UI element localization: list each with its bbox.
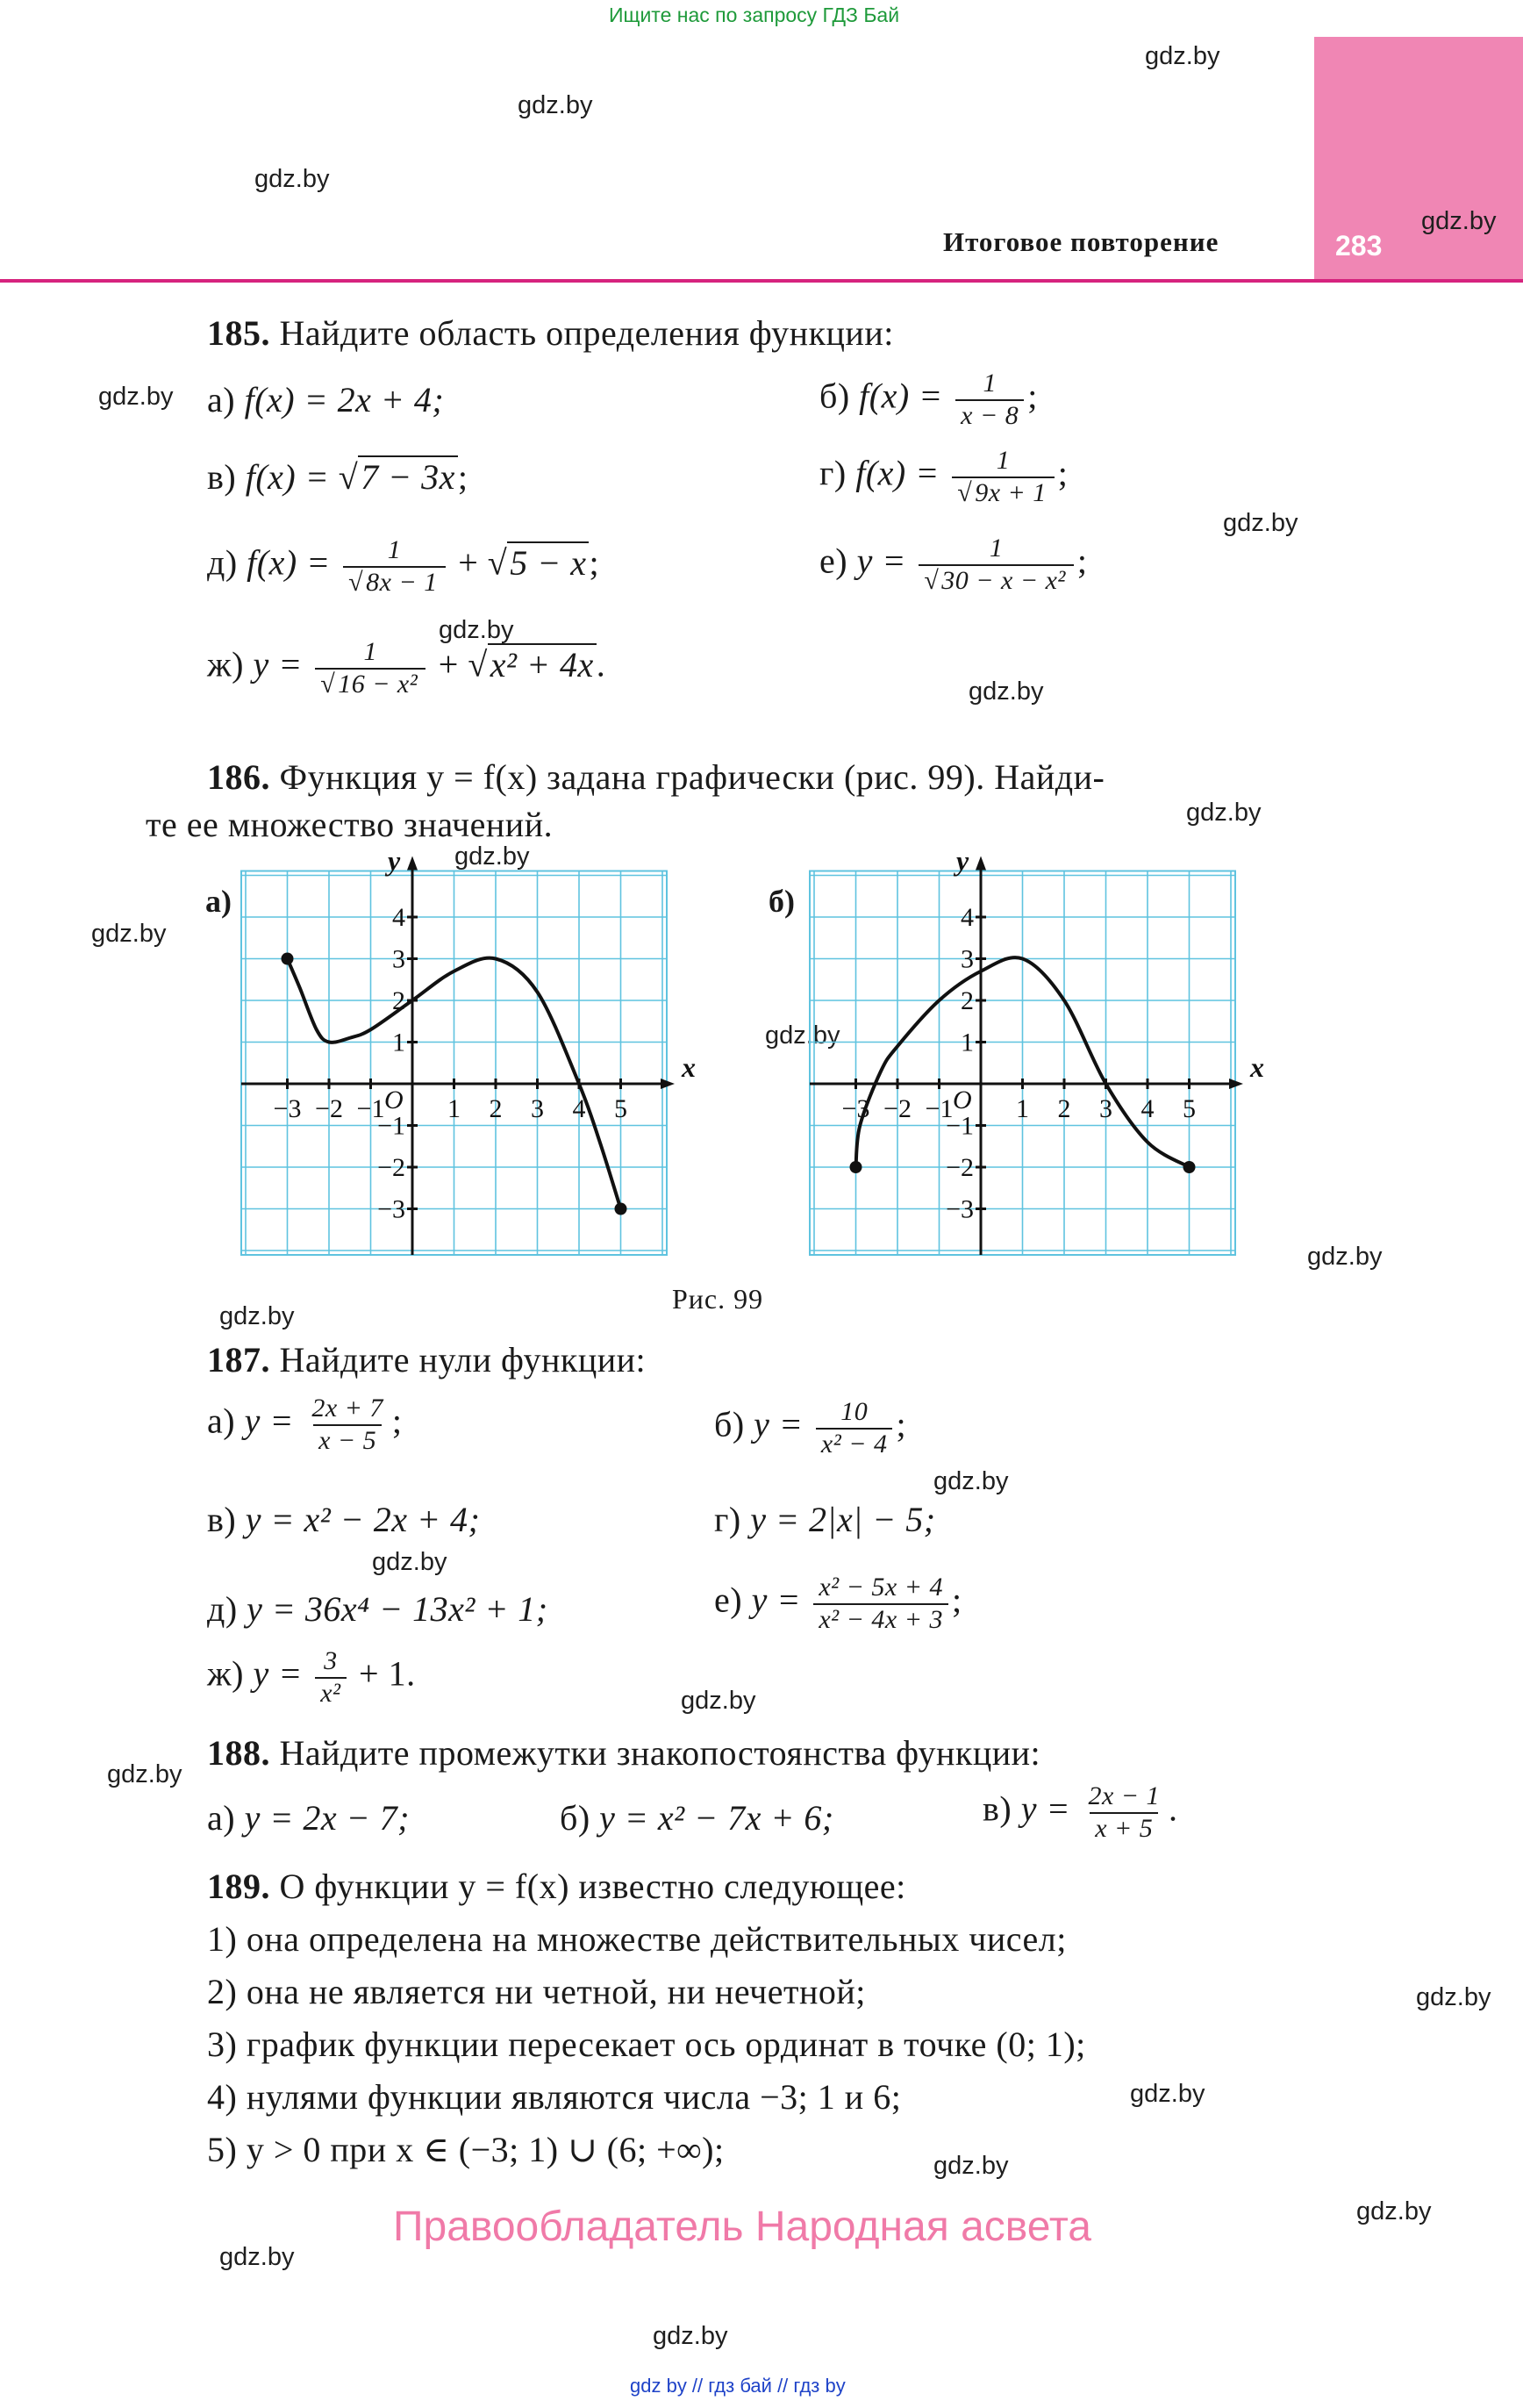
item-label: д) <box>207 542 238 583</box>
p189-item-5: 5) y > 0 при x ∈ (−3; 1) ∪ (6; +∞); <box>207 2130 725 2169</box>
watermark: gdz.by <box>933 1467 1009 1495</box>
item-label: в) <box>983 1788 1012 1829</box>
y-tick-label: 2 <box>961 986 974 1015</box>
fraction: $\frac{1}{√ 8x - 1}$ <box>343 535 446 598</box>
problem-title: Найдите область определения функции: <box>279 313 894 353</box>
watermark: gdz.by <box>219 2243 295 2271</box>
origin-label: O <box>953 1086 972 1114</box>
p189-item-4: 4) нулями функции являются числа −3; 1 и 6; <box>207 2077 902 2117</box>
p185-b: б) f(x) = $\frac{1}{x - 8}$ ; <box>819 369 1038 430</box>
fraction: $\frac{1}{\text{√ 16 − x²}}$ <box>315 637 425 699</box>
item-label: б) <box>560 1798 590 1838</box>
p185-d: д) f(x) = $\frac{1}{√ 8x - 1}$ + √5 − x; <box>207 535 600 597</box>
x-tick-label: −1 <box>925 1094 954 1123</box>
item-label: ж) <box>207 644 244 684</box>
x-tick-label: 5 <box>614 1094 627 1123</box>
watermark: gdz.by <box>439 616 514 644</box>
top-note: Ищите нас по запросу ГДЗ Бай <box>609 4 900 26</box>
graph-a-label: а) <box>205 884 232 919</box>
expression: y = x² − 7x + 6; <box>599 1798 834 1838</box>
expression: y = 36x⁴ − 13x² + 1; <box>247 1589 548 1629</box>
expression: y = <box>751 1580 801 1620</box>
problem-number: 185. <box>207 313 270 353</box>
watermark: gdz.by <box>681 1687 756 1715</box>
p187-e: е) y = $\frac{\text{x² − 5x + 4}}{\text{x² − 4x + 3}}$ ; <box>714 1573 962 1634</box>
x-tick-label: 3 <box>531 1094 544 1123</box>
item-label: г) <box>714 1500 741 1539</box>
function-graph-b <box>814 844 1270 1281</box>
item-label: а) <box>207 1798 236 1838</box>
watermark: gdz.by <box>1307 1243 1383 1271</box>
x-axis-label: x <box>1250 1051 1264 1083</box>
expression: y = <box>253 1653 303 1694</box>
y-tick-label: 3 <box>961 944 974 974</box>
p189-item-2: 2) она не является ни четной, ни нечетной; <box>207 1972 866 2011</box>
origin-label: O <box>384 1086 404 1114</box>
p188-v: в) y = $\frac{2x - 1}{x + 5}$ . <box>983 1781 1178 1843</box>
item-label: в) <box>207 457 237 497</box>
watermark: gdz.by <box>219 1302 295 1330</box>
watermark: gdz.by <box>254 165 330 193</box>
header-rule <box>0 279 1523 283</box>
page-number: 283 <box>1335 230 1383 262</box>
y-tick-label: −2 <box>377 1153 405 1182</box>
endpoint-dot <box>850 1161 862 1173</box>
p185-g: г) f(x) = $\frac{1}{√ 9x + 1}$ ; <box>819 446 1069 507</box>
item-label: а) <box>207 380 236 419</box>
problem-title: Найдите промежутки знакопостоянства функции: <box>279 1733 1041 1773</box>
figure-caption: Рис. 99 <box>672 1283 764 1315</box>
expression: y = 2|x| − 5; <box>750 1500 936 1539</box>
expression: f(x) = <box>247 542 331 583</box>
fraction: $\frac{2x - 1}{x + 5}$ <box>1088 1781 1161 1843</box>
x-tick-label: −2 <box>315 1094 343 1123</box>
problem-189-heading <box>207 1866 906 1907</box>
item-label: б) <box>819 376 850 416</box>
p185-a <box>207 379 444 420</box>
expression: y = x² − 2x + 4; <box>245 1500 481 1539</box>
expression: y = <box>754 1404 804 1444</box>
fraction: $\frac{2x + 7}{x - 5}$ <box>311 1394 383 1455</box>
item-label: е) <box>819 541 848 581</box>
endpoint-dot <box>1183 1161 1196 1173</box>
expression: f(x) = <box>245 457 330 497</box>
problem-187-heading <box>207 1339 646 1380</box>
x-tick-label: 5 <box>1183 1094 1196 1123</box>
watermark: gdz.by <box>1186 799 1262 827</box>
copyright-holder: Правообладатель Народная асвета <box>393 2204 1091 2250</box>
problem-186-line2 <box>146 804 553 845</box>
watermark: gdz.by <box>107 1760 182 1788</box>
y-tick-label: 4 <box>961 903 974 932</box>
problem-text: Функция y = f(x) задана графически (рис. 99). Найди- <box>279 757 1105 797</box>
y-axis-label: y <box>388 844 401 877</box>
y-axis-arrow <box>976 856 986 871</box>
y-tick-label: 1 <box>392 1028 405 1057</box>
x-tick-label: 2 <box>1057 1094 1071 1123</box>
graph-b-label: б) <box>769 884 795 919</box>
x-tick-label: −3 <box>273 1094 302 1123</box>
p187-v <box>207 1499 480 1540</box>
y-tick-label: −2 <box>946 1153 974 1182</box>
y-tick-label: −1 <box>377 1111 405 1141</box>
expression: y = 2x − 7; <box>244 1798 410 1838</box>
y-tick-label: 3 <box>392 944 405 974</box>
p189-item-3: 3) график функции пересекает ось ординат в точке (0; 1); <box>207 2025 1086 2064</box>
y-tick-label: −3 <box>946 1194 974 1224</box>
x-tick-label: 2 <box>489 1094 503 1123</box>
problem-number: 188. <box>207 1733 270 1773</box>
problem-number: 189. <box>207 1867 270 1906</box>
fraction: $\frac{1}{√ 9x + 1}$ <box>952 446 1055 508</box>
watermark: gdz.by <box>1356 2197 1432 2225</box>
section-title: Итоговое повторение <box>943 226 1219 257</box>
y-axis-arrow <box>407 856 418 871</box>
p185-v: в) f(x) = √7 − 3x; <box>207 457 468 497</box>
watermark: gdz.by <box>98 383 174 411</box>
item-label: б) <box>714 1404 745 1444</box>
problem-186-line1 <box>207 756 1105 798</box>
problem-185-heading <box>207 312 894 354</box>
p187-a: а) y = $\frac{2x + 7}{x - 5}$ ; <box>207 1394 403 1455</box>
item-label: а) <box>207 1401 236 1441</box>
watermark: gdz.by <box>372 1548 447 1576</box>
expression: y = <box>856 541 906 581</box>
y-tick-label: 1 <box>961 1028 974 1057</box>
x-tick-label: 1 <box>447 1094 461 1123</box>
p188-a <box>207 1797 410 1838</box>
x-tick-label: −2 <box>883 1094 912 1123</box>
watermark: gdz.by <box>518 91 593 119</box>
expression: f(x) = <box>855 453 940 493</box>
fraction: $\frac{1}{\text{√ 30 − x − x²}}$ <box>919 534 1074 596</box>
problem-title: О функции y = f(x) известно следующее: <box>279 1867 906 1906</box>
p188-b <box>560 1797 834 1838</box>
watermark: gdz.by <box>933 2152 1009 2180</box>
watermark: gdz.by <box>765 1021 840 1050</box>
item-label: д) <box>207 1589 238 1629</box>
expression: y = <box>1020 1788 1070 1829</box>
p187-b: б) y = $\frac{10}{\text{x² − 4}}$ ; <box>714 1397 907 1458</box>
p185-zh: ж) y = $\frac{1}{\text{√ 16 − x²}}$ + √x² + 4x. <box>207 637 606 699</box>
watermark: gdz.by <box>1145 42 1220 70</box>
x-tick-label: 4 <box>1140 1094 1155 1123</box>
watermark: gdz.by <box>1416 1983 1491 2011</box>
endpoint-dot <box>282 953 294 965</box>
sqrt-sign: √ <box>338 457 359 497</box>
p187-g <box>714 1499 936 1540</box>
item-label: е) <box>714 1580 743 1620</box>
watermark: gdz.by <box>454 842 530 871</box>
problem-number: 186. <box>207 757 270 797</box>
y-tick-label: 2 <box>392 986 405 1015</box>
p189-item-1: 1) она определена на множестве действительных чисел; <box>207 1919 1067 1959</box>
item-label: г) <box>819 453 847 493</box>
x-tick-label: −1 <box>356 1094 385 1123</box>
fraction: $\frac{1}{x - 8}$ <box>955 369 1024 431</box>
y-tick-label: −3 <box>377 1194 405 1224</box>
problem-number: 187. <box>207 1340 270 1380</box>
endpoint-dot <box>615 1203 627 1215</box>
expression: f(x) = 2x + 4; <box>244 380 445 419</box>
item-label: в) <box>207 1500 237 1539</box>
watermark: gdz.by <box>969 677 1044 706</box>
x-tick-label: 3 <box>1099 1094 1112 1123</box>
y-tick-label: 4 <box>392 903 405 932</box>
expression: f(x) = <box>859 376 943 416</box>
problem-title: Найдите нули функции: <box>279 1340 647 1380</box>
watermark: gdz.by <box>1421 207 1497 235</box>
p185-e: е) y = $\frac{1}{\text{√ 30 − x − x²}}$ ; <box>819 534 1088 595</box>
expression: y = <box>244 1401 294 1441</box>
y-axis-label: y <box>956 844 969 877</box>
p187-d <box>207 1588 548 1630</box>
x-tick-label: 4 <box>572 1094 586 1123</box>
watermark: gdz.by <box>653 2322 728 2350</box>
x-tick-label: 1 <box>1016 1094 1029 1123</box>
x-axis-label: x <box>682 1051 696 1083</box>
watermark: gdz.by <box>91 920 167 948</box>
fraction: $\frac{3}{\text{x²}}$ <box>315 1646 346 1709</box>
footer-links: gdz by // гдз бай // гдз by <box>630 2375 846 2397</box>
fraction: $\frac{10}{\text{x² − 4}}$ <box>816 1397 893 1459</box>
fraction: $\frac{\text{x² − 5x + 4}}{\text{x² − 4x + 3}}$ <box>813 1573 948 1635</box>
watermark: gdz.by <box>1130 2080 1205 2108</box>
expression: y = <box>253 644 303 684</box>
item-label: ж) <box>207 1653 244 1694</box>
watermark: gdz.by <box>1223 509 1298 537</box>
p187-zh: ж) y = $\frac{3}{\text{x²}}$ + 1. <box>207 1646 416 1708</box>
x-tick-label: −3 <box>841 1094 870 1123</box>
problem-text: те ее множество значений. <box>146 805 554 844</box>
y-tick-label: −1 <box>946 1111 974 1141</box>
problem-188-heading <box>207 1732 1040 1774</box>
